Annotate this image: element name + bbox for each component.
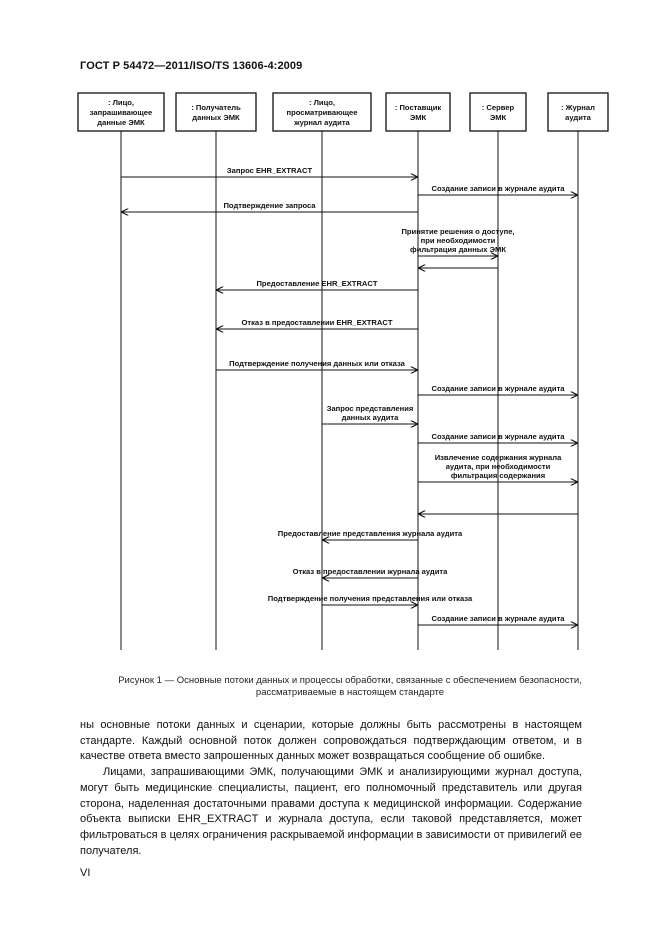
message-6 (217, 279, 418, 290)
message-label: Создание записи в журнале аудита (431, 614, 565, 623)
lifeline-label: запрашивающее (89, 108, 153, 117)
message-label: Подтверждение запроса (223, 201, 316, 210)
message-label: Подтверждение получения представления или отказа (267, 594, 473, 603)
message-label: аудита, при необходимости (445, 462, 551, 471)
lifeline-label: данных ЭМК (192, 113, 240, 122)
lifeline-box (176, 93, 256, 131)
message-14 (278, 529, 463, 540)
message-label: фильтрация данных ЭМК (410, 245, 506, 254)
message-label: Отказ в предоставлении журнала аудита (292, 567, 448, 576)
message-label: Принятие решения о доступе, (401, 227, 515, 236)
lifeline-label: аудита (565, 113, 591, 122)
lifeline-label: ЭМК (409, 113, 427, 122)
message-3 (122, 201, 418, 212)
lifeline-box (470, 93, 526, 131)
message-7 (217, 318, 418, 329)
message-label: Предоставление EHR_EXTRACT (256, 279, 378, 288)
lifeline-label: : Сервер (481, 103, 515, 112)
lifeline-label: ЭМК (489, 113, 507, 122)
message-label: Отказ в предоставлении EHR_EXTRACT (241, 318, 393, 327)
caption-line-1: Рисунок 1 — Основные потоки данных и процессы обработки, связанные с обеспечением безопасности, (118, 675, 582, 686)
page-number: VI (80, 867, 91, 879)
document-header: ГОСТ Р 54472—2011/ISO/TS 13606-4:2009 (80, 60, 303, 72)
message-label: Создание записи в журнале аудита (431, 432, 565, 441)
paragraph-1: ны основные потоки данных и сценарии, которые должны быть рассмотрены в настоящем стандарте. Каждый основной поток должен сопровождаться подтверждающим ответом, и в качестве ответа вместо запрошенных данных может возвращаться сообщение об ошибке. (80, 719, 582, 763)
lifeline-label: : Лицо, (107, 98, 135, 107)
message-8 (216, 359, 417, 370)
message-label: Подтверждение получения данных или отказа (229, 359, 405, 368)
message-label: при необходимости (420, 236, 496, 245)
lifeline-label: : Лицо, (308, 98, 336, 107)
message-10 (322, 404, 417, 424)
lifeline-label: данные ЭМК (97, 118, 145, 127)
message-16 (268, 594, 473, 605)
lifeline-audit_log (548, 93, 608, 650)
message-12 (418, 453, 577, 482)
body-text (80, 718, 582, 859)
message-label: данных аудита (341, 413, 399, 422)
message-1 (121, 166, 417, 177)
message-15 (293, 567, 449, 578)
message-label: Извлечение содержания журнала (434, 453, 562, 462)
message-label: Предоставление представления журнала аудита (277, 529, 463, 538)
lifeline-box (386, 93, 450, 131)
lifeline-box (548, 93, 608, 131)
message-label: фильтрация содержания (450, 471, 546, 480)
lifeline-server (470, 93, 526, 650)
message-label: Создание записи в журнале аудита (431, 184, 565, 193)
message-label: Создание записи в журнале аудита (431, 384, 565, 393)
paragraph-2: Лицами, запрашивающими ЭМК, получающими ЭМК и анализирующими журнал доступа, могут быть медицинские специалисты, пациент, его полномочный представитель или другая сторона, наделенная достаточными правами доступа к медицинской информации. Содержание объекта выписки EHR_EXTRACT и журнала доступа, если таковой представляется, может фильтроваться в целях ограничения раскрываемой информации в зависимости от привилегий ее получателя. (80, 766, 582, 857)
caption-line-2: рассматриваемые в настоящем стандарте (255, 687, 445, 698)
lifeline-label: : Получатель (191, 103, 241, 112)
message-label: Запрос представления (326, 404, 414, 413)
lifeline-label: : Поставщик (394, 103, 442, 112)
lifeline-label: просматривающее (286, 108, 358, 117)
figure-caption (80, 675, 620, 699)
message-label: Запрос EHR_EXTRACT (226, 166, 313, 175)
lifeline-label: : Журнал (561, 103, 595, 112)
lifeline-label: журнал аудита (294, 118, 350, 127)
